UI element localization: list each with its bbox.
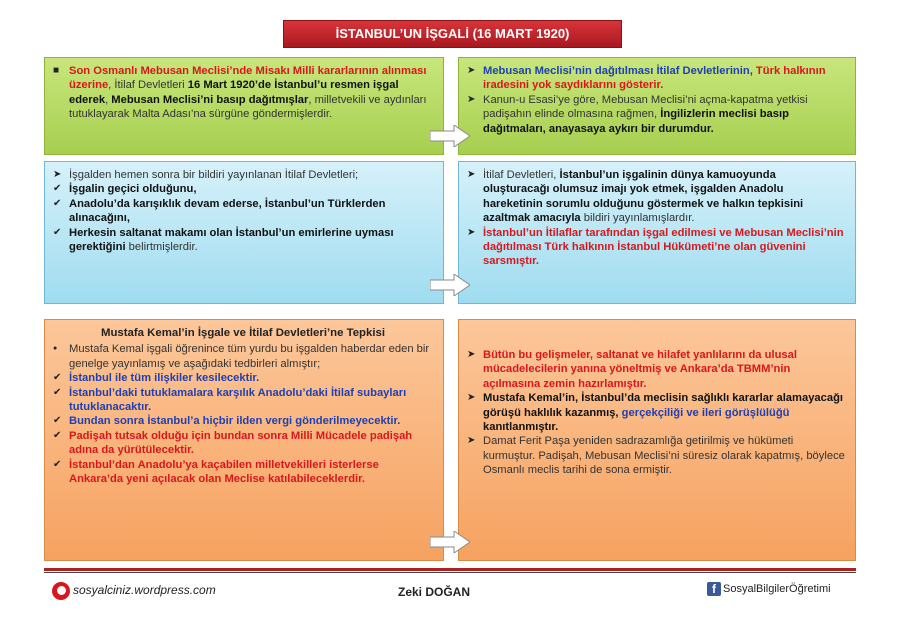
list-item: ➤ Damat Ferit Paşa yeniden sadrazamlığa getirilmiş ve hükümeti kurmuştur. Padişah, Mebusan Meclisi’ni süresiz olarak kapatmış, böylece Osmanlı meclis tarihi de sona ermiştir. (467, 435, 845, 477)
list-item: ➤ İtilaf Devletleri, İstanbul’un işgalinin dünya kamuoyunda oluşturacağı olumsuz imajı yok etmek, işgalden Anadolu hareketinin sorumlu olduğunu göstermek ve halkın tepkisini azaltmak amacıyla bildiri yayınlamışlardır. (467, 169, 804, 225)
check-icon: ✔ (53, 458, 62, 470)
footer-divider (44, 568, 856, 571)
list-item: ✔ Bundan sonra İstanbul’a hiçbir ilden vergi gönderilmeyecektir. (53, 415, 401, 428)
page-title: İSTANBUL’UN İŞGALİ (16 MART 1920) (283, 20, 622, 48)
triangle-bullet-icon: ➤ (467, 392, 476, 404)
triangle-bullet-icon: ➤ (467, 93, 476, 105)
bullet-icon: ● (53, 345, 58, 353)
triangle-bullet-icon: ➤ (467, 349, 476, 360)
section-heading: Mustafa Kemal’in İşgale ve İtilaf Devletleri’ne Tepkisi (100, 327, 386, 339)
triangle-bullet-icon: ➤ (467, 169, 476, 180)
triangle-bullet-icon: ➤ (467, 226, 476, 238)
arrow-right-icon (430, 125, 470, 147)
box-mustafa-kemal-reaction (44, 319, 444, 561)
box-parliament-dissolution (458, 57, 856, 155)
list-item: ✔ İstanbul ile tüm ilişkiler kesilecektir. (53, 372, 260, 385)
list-item: ✔ İstanbul’daki tutuklamalara karşılık Anadolu’daki İtilaf subayları tutuklanacaktır. (53, 386, 407, 414)
footer-author: Zeki DOĞAN (398, 585, 471, 599)
list-item: ➤ Mustafa Kemal’in, İstanbul’da meclisin sağlıklı kararlar alamayacağı görüşü haklılık kazanmış, gerçekçiliği ve ileri görüşlülüğü kanıtlanmıştır. (467, 392, 844, 434)
footer-facebook[interactable]: f SosyalBilgilerÖğretimi (707, 582, 831, 596)
list-item: ■ Son Osmanlı Mebusan Meclisi’nde Misakı Milli kararlarının alınması üzerine, İtilaf Devletleri 16 Mart 1920’de İstanbul’u resmen işgal ederek, Mebusan Meclisi’ni basıp dağıtmışlar, milletvekili ve aydınları tutuklayarak Malta Adası’na sürgüne göndermişlerdir. (53, 65, 427, 121)
box-consequences (458, 319, 856, 561)
check-icon: ✔ (53, 386, 62, 398)
check-icon: ✔ (53, 372, 62, 384)
list-item: ➤ İşgalden hemen sonra bir bildiri yayınlanan İtilaf Devletleri; (53, 169, 359, 181)
facebook-icon: f (707, 582, 721, 596)
list-item: ✔ İşgalin geçici olduğunu, (53, 183, 197, 196)
check-icon: ✔ (53, 415, 62, 427)
arrow-right-icon (430, 531, 470, 553)
check-icon: ✔ (53, 197, 62, 209)
footer-website[interactable]: sosyalciniz.wordpress.com (52, 582, 216, 600)
list-item: ✔ Padişah tutsak olduğu için bundan sonra Milli Mücadele padişah adına da yürütülecektir. (53, 429, 413, 457)
list-item: ➤ Kanun-u Esasi’ye göre, Mebusan Meclisi’ni açma-kapatma yetkisi padişahın elinde olmasına rağmen, İngilizlerin meclisi basıp dağıtmaları, anayasaya aykırı bir durumdur. (467, 93, 808, 135)
check-icon: ✔ (53, 429, 62, 441)
check-icon: ✔ (53, 226, 62, 238)
triangle-bullet-icon: ➤ (467, 65, 476, 76)
check-icon: ✔ (53, 183, 62, 195)
list-item: ➤ Bütün bu gelişmeler, saltanat ve hilafet yanlılarını da ulusal mücadelecilerin yanına yöneltmiş ve Ankara’da TBMM’nin açılmasına zemin hazırlamıştır. (467, 349, 797, 390)
box-declaration-purpose (458, 161, 856, 304)
square-bullet-icon: ■ (53, 65, 60, 76)
list-item: ➤ Mebusan Meclisi’nin dağıtılması İtilaf Devletlerinin, Türk halkının iradesini yok saydıklarını gösterir. (467, 65, 826, 92)
list-item: ✔ İstanbul’dan Anadolu’ya kaçabilen milletvekilleri isterlerse Ankara’da yeni açılacak olan Meclise katılabileceklerdir. (53, 458, 379, 486)
list-item: ✔ Herkesin saltanat makamı olan İstanbul’un emirlerine uyması gerektiğini belirtmişlerdir. (53, 226, 394, 254)
triangle-bullet-icon: ➤ (53, 169, 62, 180)
footer-divider-thin (44, 572, 856, 573)
website-logo-icon (52, 582, 70, 600)
list-item: ● Mustafa Kemal işgali öğrenince tüm yurdu bu işgalden haberdar eden bir genelge yayınlamış ve aşağıdaki tedbirleri almıştır; (53, 343, 430, 370)
box-occupation-summary (44, 57, 444, 155)
arrow-right-icon (430, 274, 470, 296)
triangle-bullet-icon: ➤ (467, 435, 476, 447)
list-item: ➤ İstanbul’un İtilaflar tarafından işgal edilmesi ve Mebusan Meclisi’nin dağıtılması Türk halkının İstanbul Hükümeti’ne olan güvenini sarsmıştır. (467, 226, 844, 268)
box-allied-declaration (44, 161, 444, 304)
list-item: ✔ Anadolu’da karışıklık devam ederse, İstanbul’un Türklerden alınacağını, (53, 197, 386, 225)
